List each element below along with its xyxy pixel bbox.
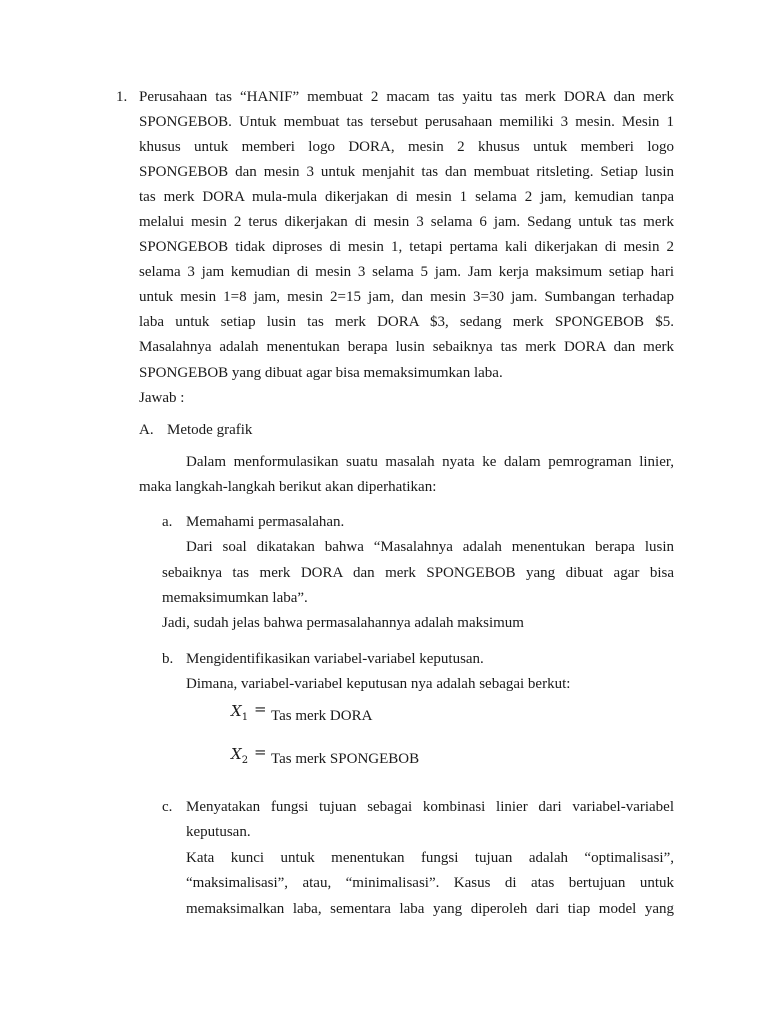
step-b-body: Dimana, variabel-variabel keputusan nya adalah sebagai berkut:	[186, 676, 571, 692]
step-c-body-line-3: memaksimalkan laba, sementara laba yang diperoleh dari tiap model yang	[186, 901, 674, 917]
step-c-title-line-1: Menyatakan fungsi tujuan sebagai kombinasi linier dari variabel-variabel	[186, 799, 674, 815]
step-c-body-line-2: “maksimalisasi”, atau, “minimalisasi”. Kasus di atas bertujuan untuk	[186, 875, 674, 891]
question-line-11: Masalahnya adalah menentukan berapa lusin sebaiknya tas merk DORA dan merk	[139, 339, 674, 355]
intro-line-2: maka langkah-langkah berikut akan diperhatikan:	[139, 479, 437, 495]
variable-x1-description: Tas merk DORA	[271, 708, 373, 724]
question-line-2: SPONGEBOB. Untuk membuat tas tersebut perusahaan memiliki 3 mesin. Mesin 1	[139, 114, 674, 130]
variable-x2-symbol: $X_2$	[231, 745, 249, 766]
question-line-9: untuk mesin 1=8 jam, mesin 2=15 jam, dan mesin 3=30 jam. Sumbangan terhadap	[139, 289, 674, 305]
step-a-body-line-1: Dari soal dikatakan bahwa “Masalahnya adalah menentukan berapa lusin	[186, 539, 674, 555]
question-line-7: SPONGEBOB tidak diproses di mesin 1, tetapi pertama kali dikerjakan di mesin 2	[139, 239, 674, 255]
step-a-body-line-3: memaksimumkan laba”.	[162, 590, 308, 606]
variable-x1-symbol: $X_1$	[231, 702, 249, 723]
step-c-body-line-1: Kata kunci untuk menentukan fungsi tujuan adalah “optimalisasi”,	[186, 850, 674, 866]
step-c-letter: c.	[162, 799, 173, 815]
question-line-10: laba untuk setiap lusin tas merk DORA $3, sedang merk SPONGEBOB $5.	[139, 314, 674, 330]
section-a-title: Metode grafik	[167, 422, 253, 438]
intro-line-1: Dalam menformulasikan suatu masalah nyata ke dalam pemrograman linier,	[186, 454, 674, 470]
step-a-title: Memahami permasalahan.	[186, 514, 345, 530]
question-number: 1.	[116, 89, 128, 105]
answer-label: Jawab :	[139, 390, 185, 406]
question-line-1: Perusahaan tas “HANIF” membuat 2 macam tas yaitu tas merk DORA dan merk	[139, 89, 674, 105]
variable-x1-equals: =	[254, 700, 267, 718]
step-a-conclusion: Jadi, sudah jelas bahwa permasalahannya adalah maksimum	[162, 615, 524, 631]
question-line-6: melalui mesin 2 terus dikerjakan di mesin 3 selama 6 jam. Sedang untuk tas merk	[139, 214, 674, 230]
step-c-title-line-2: keputusan.	[186, 824, 251, 840]
question-line-3: khusus untuk memberi logo DORA, mesin 2 khusus untuk memberi logo	[139, 139, 674, 155]
step-b-title: Mengidentifikasikan variabel-variabel keputusan.	[186, 651, 484, 667]
step-b-letter: b.	[162, 651, 174, 667]
question-line-12: SPONGEBOB yang dibuat agar bisa memaksimumkan laba.	[139, 365, 503, 381]
question-line-8: selama 3 jam kemudian di mesin 3 selama 5 jam. Jam kerja maksimum setiap hari	[139, 264, 674, 280]
step-a-body-line-2: sebaiknya tas merk DORA dan merk SPONGEBOB yang dibuat agar bisa	[162, 565, 674, 581]
step-a-letter: a.	[162, 514, 173, 530]
section-a-letter: A.	[139, 422, 154, 438]
question-line-5: tas merk DORA mula-mula dikerjakan di mesin 1 selama 2 jam, kemudian tanpa	[139, 189, 674, 205]
question-line-4: SPONGEBOB dan mesin 3 untuk menjahit tas dan membuat ritsleting. Setiap lusin	[139, 164, 674, 180]
variable-x2-equals: =	[254, 743, 267, 761]
variable-x2-description: Tas merk SPONGEBOB	[271, 751, 420, 767]
